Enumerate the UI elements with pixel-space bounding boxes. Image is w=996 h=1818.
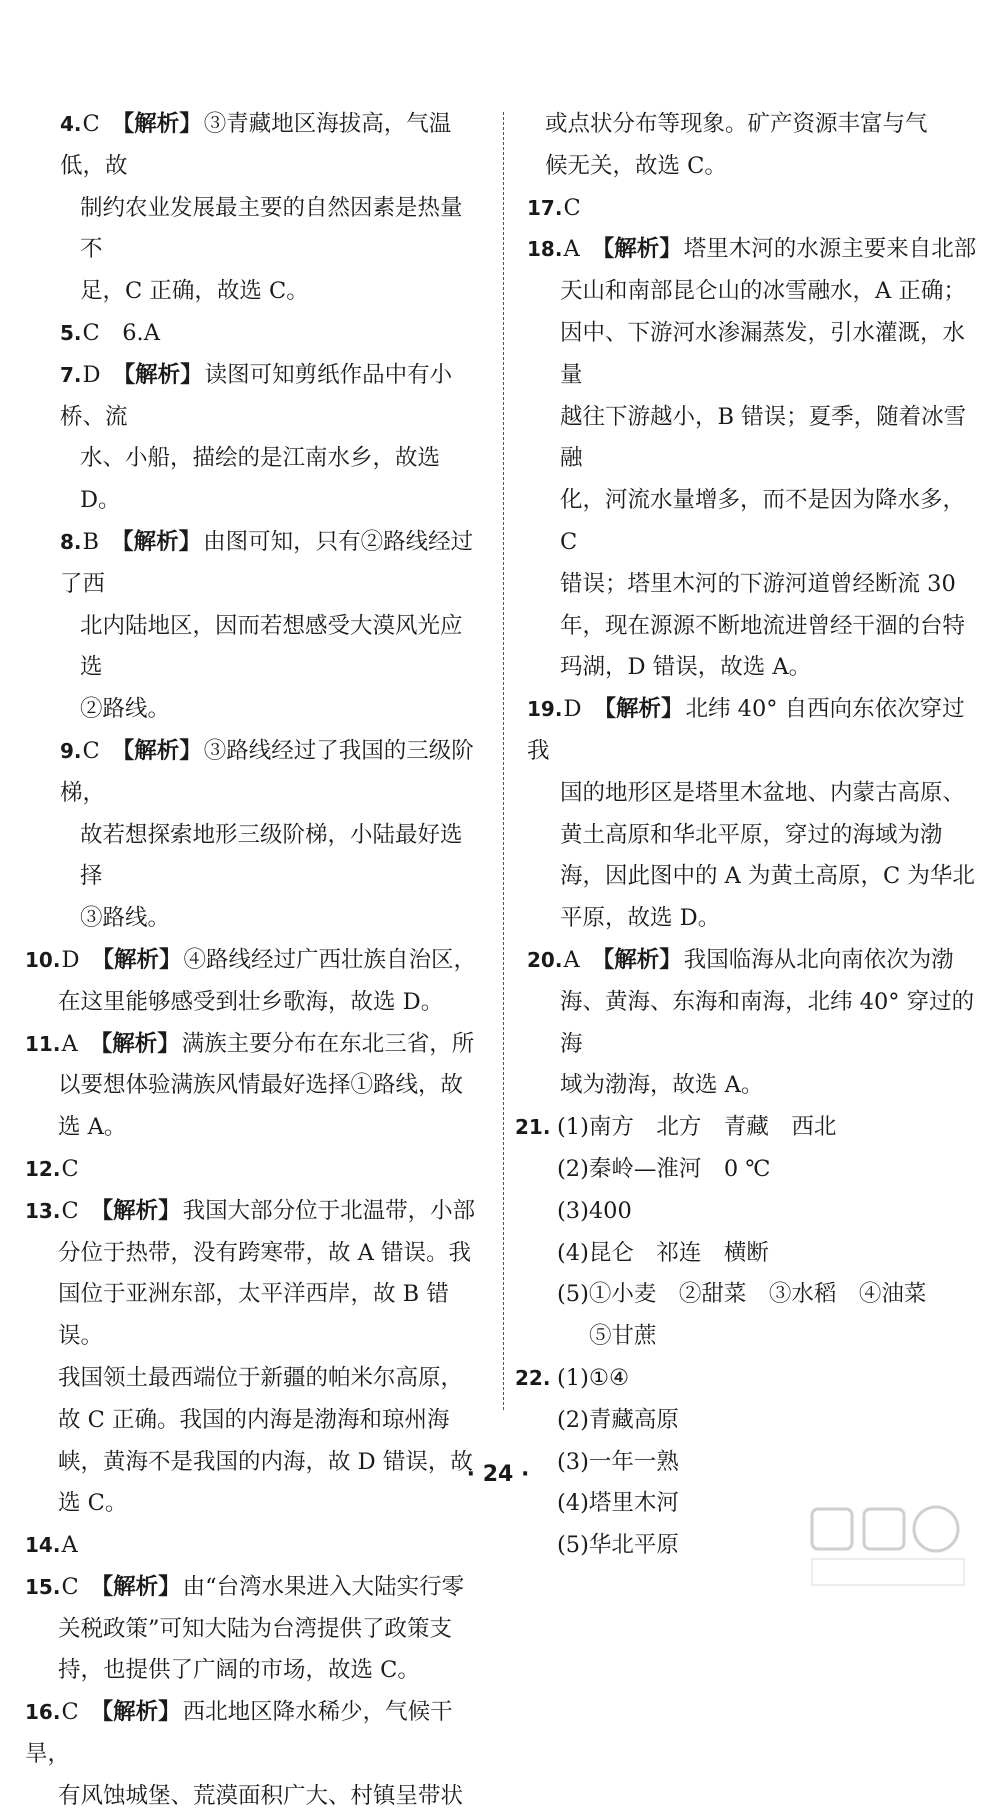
answer-line bbox=[25, 1191, 480, 1233]
analysis-tag: 【解析】 bbox=[90, 1573, 181, 1600]
answer-item bbox=[25, 1525, 480, 1567]
analysis-text: 北纬 40° 自西向东依次穿过我 bbox=[527, 696, 965, 764]
analysis-text: 读图可知剪纸作品中有小桥、流 bbox=[60, 361, 453, 430]
answer-item bbox=[25, 1692, 480, 1817]
answer-item bbox=[25, 940, 480, 1024]
left-column bbox=[25, 104, 480, 1818]
answer-choice: C bbox=[82, 111, 100, 137]
analysis-text: 以要想体验满族风情最好选择①路线，故 bbox=[58, 1072, 464, 1099]
answer-item bbox=[527, 689, 977, 940]
analysis-text: 海，因此图中的 A 为黄土高原，C 为华北 bbox=[560, 863, 975, 890]
answer-line bbox=[60, 731, 480, 815]
sub-answer: (1)南方 北方 青藏 西北 bbox=[557, 1114, 837, 1141]
answer-item bbox=[25, 1149, 480, 1191]
analysis-text: 水、小船，描绘的是江南水乡，故选 D。 bbox=[80, 445, 441, 514]
sub-answer-continued: ⑤甘蔗 bbox=[589, 1323, 657, 1350]
answer-item bbox=[25, 313, 480, 355]
answer-choice: C 6.A bbox=[82, 319, 160, 346]
analysis-text: 我国大部分位于北温带，小部 bbox=[182, 1197, 476, 1224]
analysis-text: ④路线经过广西壮族自治区， bbox=[183, 946, 477, 973]
sub-answer: (2)秦岭—淮河 0 ℃ bbox=[557, 1155, 771, 1182]
sub-answer: (2)青藏高原 bbox=[557, 1406, 679, 1433]
answer-item bbox=[25, 355, 480, 522]
analysis-text: 错误；塔里木河的下游河道曾经断流 30 bbox=[560, 570, 956, 597]
analysis-tag: 【解析】 bbox=[89, 1030, 180, 1057]
answer-number: 12. bbox=[25, 1156, 61, 1181]
answer-choice: A bbox=[563, 946, 580, 973]
analysis-text: 故若想探索地形三级阶梯，小陆最好选择 bbox=[80, 821, 463, 890]
column-divider bbox=[503, 112, 504, 1410]
answer-number: 20. bbox=[527, 947, 563, 972]
analysis-tag: 【解析】 bbox=[593, 696, 684, 723]
analysis-text: 因中、下游河水渗漏蒸发，引水灌溉，水量 bbox=[560, 319, 966, 388]
analysis-text: ③路线。 bbox=[80, 905, 171, 932]
analysis-text: 玛湖，D 错误，故选 A。 bbox=[560, 654, 812, 681]
analysis-tag: 【解析】 bbox=[90, 1197, 181, 1224]
analysis-tag: 【解析】 bbox=[91, 946, 182, 973]
analysis-text: 关税政策”可知大陆为台湾提供了政策支 bbox=[58, 1615, 453, 1642]
analysis-text: 由“台湾水果进入大陆实行零 bbox=[182, 1573, 465, 1600]
analysis-text: 国的地形区是塔里木盆地、内蒙古高原、 bbox=[560, 779, 966, 806]
sub-answer: (4)塔里木河 bbox=[557, 1490, 679, 1517]
page-number: · 24 · bbox=[466, 1462, 530, 1487]
analysis-text: 塔里木河的水源主要来自北部 bbox=[683, 236, 977, 263]
analysis-tag: 【解析】 bbox=[591, 946, 682, 973]
answer-number: 14. bbox=[25, 1533, 61, 1558]
answer-line bbox=[25, 1525, 480, 1567]
answer-item bbox=[25, 731, 480, 940]
answer-choice: A bbox=[61, 1030, 78, 1057]
analysis-tag: 【解析】 bbox=[111, 737, 202, 764]
answer-item bbox=[527, 229, 977, 689]
analysis-tag: 【解析】 bbox=[111, 528, 202, 555]
analysis-text: 西北地区降水稀少，气候干旱， bbox=[25, 1699, 453, 1768]
answer-item bbox=[527, 188, 977, 230]
answer-number: 16. bbox=[25, 1700, 61, 1725]
analysis-text: 故 C 正确。我国的内海是渤海和琼州海 bbox=[58, 1406, 450, 1433]
analysis-text: 制约农业发展最主要的自然因素是热量不 bbox=[80, 194, 463, 263]
answer-choice: C bbox=[61, 1573, 79, 1600]
analysis-text: ③青藏地区海拔高，气温低，故 bbox=[60, 111, 452, 179]
sub-answer: (4)昆仑 祁连 横断 bbox=[557, 1239, 769, 1266]
sub-answer: (5)①小麦 ②甜菜 ③水稻 ④油菜 bbox=[557, 1281, 927, 1308]
answer-number: 19. bbox=[527, 697, 563, 722]
sub-answer: (3)一年一熟 bbox=[557, 1448, 679, 1475]
analysis-text: 由图可知，只有②路线经过了西 bbox=[60, 528, 474, 597]
analysis-text: 年，现在源源不断地流进曾经干涸的台特 bbox=[560, 612, 966, 639]
analysis-text: 平原，故选 D。 bbox=[560, 905, 721, 932]
answer-line bbox=[527, 229, 977, 271]
answer-number: 15. bbox=[25, 1574, 61, 1599]
analysis-text: 我国领土最西端位于新疆的帕米尔高原， bbox=[58, 1364, 464, 1391]
answer-item bbox=[527, 940, 977, 1107]
sub-answer: (5)华北平原 bbox=[557, 1532, 679, 1559]
analysis-text: 足，C 正确，故选 C。 bbox=[80, 278, 309, 305]
answer-choice: D bbox=[82, 361, 101, 388]
analysis-text: 选 A。 bbox=[58, 1114, 127, 1141]
answer-item bbox=[25, 104, 480, 313]
answer-line bbox=[527, 689, 977, 773]
answer-line bbox=[60, 355, 480, 439]
analysis-text: 在这里能够感受到壮乡歌海，故选 D。 bbox=[58, 988, 444, 1015]
answer-line bbox=[25, 1567, 480, 1609]
answer-number: 7. bbox=[60, 362, 82, 387]
answer-number: 17. bbox=[527, 195, 563, 220]
answer-line bbox=[25, 1024, 480, 1066]
analysis-text: 有风蚀城堡、荒漠面积广大、村镇呈带状 bbox=[58, 1782, 464, 1809]
analysis-text: 或点状分布等现象。矿产资源丰富与气 bbox=[545, 111, 928, 137]
answer-line bbox=[527, 940, 977, 982]
sub-answer: (1)①④ bbox=[557, 1364, 630, 1391]
answer-line bbox=[25, 1692, 480, 1776]
answer-number: 13. bbox=[25, 1198, 61, 1223]
answer-choice: C bbox=[82, 737, 100, 764]
answer-choice: A bbox=[61, 1532, 78, 1559]
analysis-text: ②路线。 bbox=[80, 696, 171, 723]
analysis-text: ③路线经过了我国的三级阶梯， bbox=[60, 737, 474, 806]
answer-choice: D bbox=[61, 946, 80, 973]
analysis-tag: 【解析】 bbox=[111, 111, 202, 137]
analysis-text: 分位于热带，没有跨寒带，故 A 错误。我 bbox=[58, 1239, 472, 1266]
answer-choice: C bbox=[61, 1699, 79, 1726]
answer-number: 9. bbox=[60, 738, 82, 763]
answer-choice: B bbox=[82, 528, 100, 555]
answer-number: 5. bbox=[60, 320, 82, 345]
analysis-text: 黄土高原和华北平原，穿过的海域为渤 bbox=[560, 821, 943, 848]
answer-choice: C bbox=[61, 1197, 79, 1224]
answer-item bbox=[25, 1567, 480, 1692]
answer-line bbox=[25, 940, 480, 982]
answer-line bbox=[60, 313, 480, 355]
continuation-block bbox=[527, 104, 977, 188]
analysis-text: 峡，黄海不是我国的内海，故 D 错误，故 bbox=[58, 1448, 473, 1475]
answer-item-21 bbox=[515, 1107, 977, 1358]
analysis-text: 候无关，故选 C。 bbox=[545, 152, 727, 179]
answer-line bbox=[25, 1149, 480, 1191]
analysis-text: 我国临海从北向南依次为渤 bbox=[683, 946, 954, 973]
answer-number: 21. bbox=[515, 1115, 551, 1140]
analysis-tag: 【解析】 bbox=[112, 361, 203, 388]
sub-answer: (3)400 bbox=[557, 1197, 632, 1224]
answer-number: 11. bbox=[25, 1031, 61, 1056]
analysis-tag: 【解析】 bbox=[591, 236, 682, 263]
answer-number: 18. bbox=[527, 237, 563, 262]
analysis-tag: 【解析】 bbox=[90, 1699, 181, 1726]
answer-choice: C bbox=[61, 1155, 79, 1182]
answer-number: 4. bbox=[60, 112, 82, 136]
analysis-text: 选 C。 bbox=[58, 1490, 128, 1517]
answer-choice: C bbox=[563, 194, 581, 221]
analysis-text: 域为渤海，故选 A。 bbox=[560, 1072, 764, 1099]
answer-line bbox=[60, 522, 480, 606]
analysis-text: 北内陆地区，因而若想感受大漠风光应选 bbox=[80, 612, 463, 681]
answer-choice: D bbox=[563, 696, 582, 723]
analysis-text: 化，河流水量增多，而不是因为降水多，C bbox=[560, 487, 966, 555]
analysis-text: 天山和南部昆仑山的冰雪融水，A 正确； bbox=[560, 278, 966, 305]
answer-item bbox=[25, 1024, 480, 1149]
watermark-logo bbox=[804, 1497, 974, 1592]
right-column bbox=[515, 104, 977, 1567]
analysis-text: 满族主要分布在东北三省，所 bbox=[181, 1030, 475, 1057]
answer-number: 8. bbox=[60, 529, 82, 554]
analysis-text: 海、黄海、东海和南海，北纬 40° 穿过的海 bbox=[560, 988, 975, 1057]
analysis-text: 持，也提供了广阔的市场，故选 C。 bbox=[58, 1657, 420, 1684]
answer-choice: A bbox=[563, 236, 580, 263]
answer-line bbox=[527, 188, 977, 230]
analysis-text: 国位于亚洲东部，太平洋西岸，故 B 错误。 bbox=[58, 1281, 449, 1350]
answer-number: 22. bbox=[515, 1365, 551, 1390]
answer-number: 10. bbox=[25, 947, 61, 972]
answer-item bbox=[25, 522, 480, 731]
answer-line bbox=[60, 104, 480, 188]
analysis-text: 越往下游越小，B 错误；夏季，随着冰雪融 bbox=[560, 403, 967, 472]
